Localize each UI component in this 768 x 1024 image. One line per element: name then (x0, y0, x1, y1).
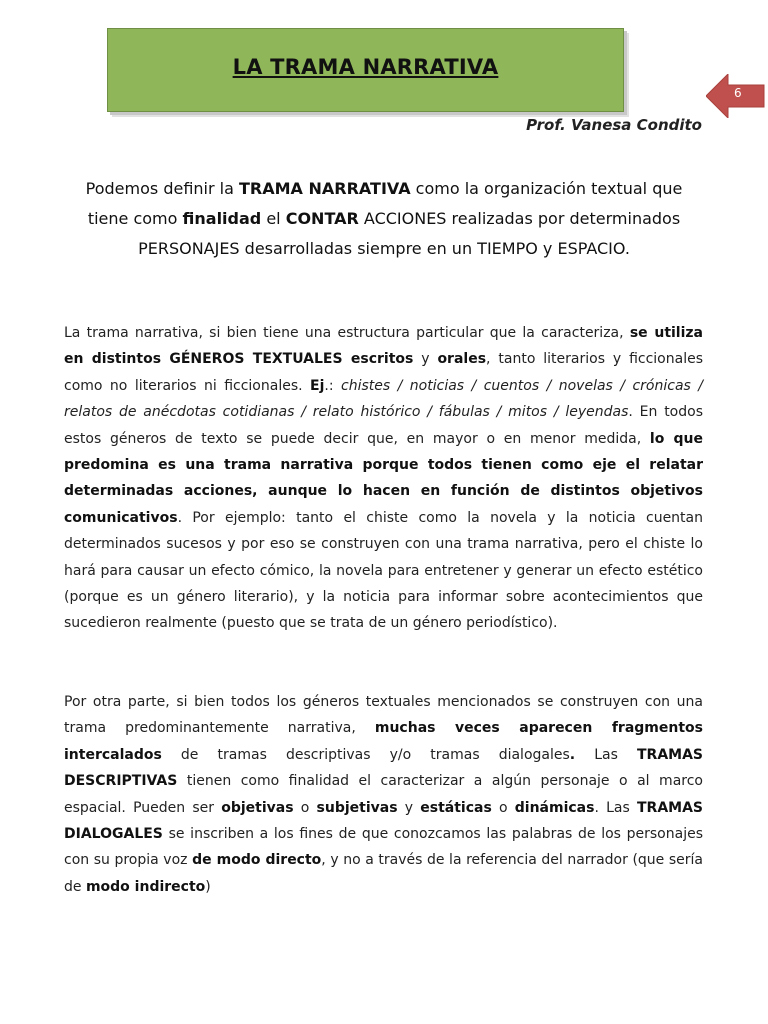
text-run: de tramas descriptivas y/o tramas dialogales (161, 746, 570, 763)
bold-run: dinámicas (514, 799, 595, 816)
bold-run: objetivas (221, 799, 294, 816)
text-run: y (397, 799, 421, 816)
text-run: . Las (594, 799, 637, 816)
bold-run: TRAMAS DESCRIPTIVAS (64, 746, 703, 790)
bold-run: Ej (310, 377, 325, 394)
bold-run: se utiliza en distintos GÉNEROS TEXTUALES escritos (64, 325, 704, 368)
text-run: o (491, 799, 515, 816)
intro-paragraph (64, 174, 704, 264)
intro-text: Podemos definir la (85, 179, 239, 198)
page-number: 6 (734, 86, 742, 100)
text-run: Las (575, 746, 637, 763)
paragraph-2 (64, 689, 703, 900)
bold-run: muchas veces aparecen fragmentos intercalados (64, 720, 703, 763)
page-title: LA TRAMA NARRATIVA (232, 55, 499, 79)
bold-run: . (569, 746, 576, 763)
text-run: . En todos estos géneros de texto se puede decir que, en mayor o en menor medida, (64, 404, 703, 447)
bold-run: modo indirecto (85, 878, 206, 895)
intro-bold: CONTAR (285, 209, 359, 228)
bold-run: TRAMAS DIALOGALES (64, 799, 703, 843)
text-run: .: (324, 377, 342, 394)
italic-run: chistes / noticias / cuentos / novelas / crónicas / relatos de anécdotas cotidianas / relato histórico / fábulas / mitos / leyendas (64, 377, 703, 421)
text-run: ) (205, 878, 211, 895)
text-run: y (413, 351, 438, 368)
intro-text: como la organización textual que tiene como (87, 179, 683, 228)
text-run: Por otra parte, si bien todos los géneros textuales mencionados se construyen con una trama predominantemente narrativa, (64, 694, 703, 737)
text-run: La trama narrativa, si bien tiene una estructura particular que la caracteriza, (64, 325, 630, 341)
text-run: , tanto literarios y ficcionales como no literarios ni ficcionales. (64, 351, 703, 394)
text-run: o (293, 799, 317, 816)
bold-run: de modo directo (192, 852, 322, 869)
intro-bold: TRAMA NARRATIVA (238, 179, 411, 198)
intro-bold: finalidad (182, 209, 262, 228)
bold-run: lo que predomina es una trama narrativa porque todos tienen como eje el relatar determinadas acciones, aunque lo hacen en función de distintos objetivos comunicativos (64, 430, 703, 526)
author: Prof. Vanesa Condito (526, 116, 702, 134)
text-run: . Por ejemplo: tanto el chiste como la novela y la noticia cuentan determinados sucesos y por eso se construyen con una trama narrativa, pero el chiste lo hará para causar un efecto cómico, la novela para entretener y generar un efecto estético (porque es un género literario), y la noticia para informar sobre acontecimientos que sucedieron realmente (puesto que se trata de un género periodístico). (64, 509, 703, 632)
bold-run: orales (437, 351, 487, 368)
intro-text: ACCIONES realizadas por determinados PERSONAJES desarrolladas siempre en un TIEMPO y ESPACIO. (138, 209, 681, 258)
title-box (107, 28, 624, 112)
intro-text: el (261, 209, 286, 228)
bold-run: estáticas (420, 799, 492, 816)
bold-run: subjetivas (316, 799, 398, 816)
paragraph-1 (64, 320, 703, 637)
text-run: , y no a través de la referencia del narrador (que sería de (64, 852, 703, 895)
text-run: se inscriben a los fines de que conozcamos las palabras de los personajes con su propia voz (64, 826, 703, 869)
text-run: tienen como finalidad el caracterizar a algún personaje o al marco espacial. Pueden ser (64, 773, 703, 816)
